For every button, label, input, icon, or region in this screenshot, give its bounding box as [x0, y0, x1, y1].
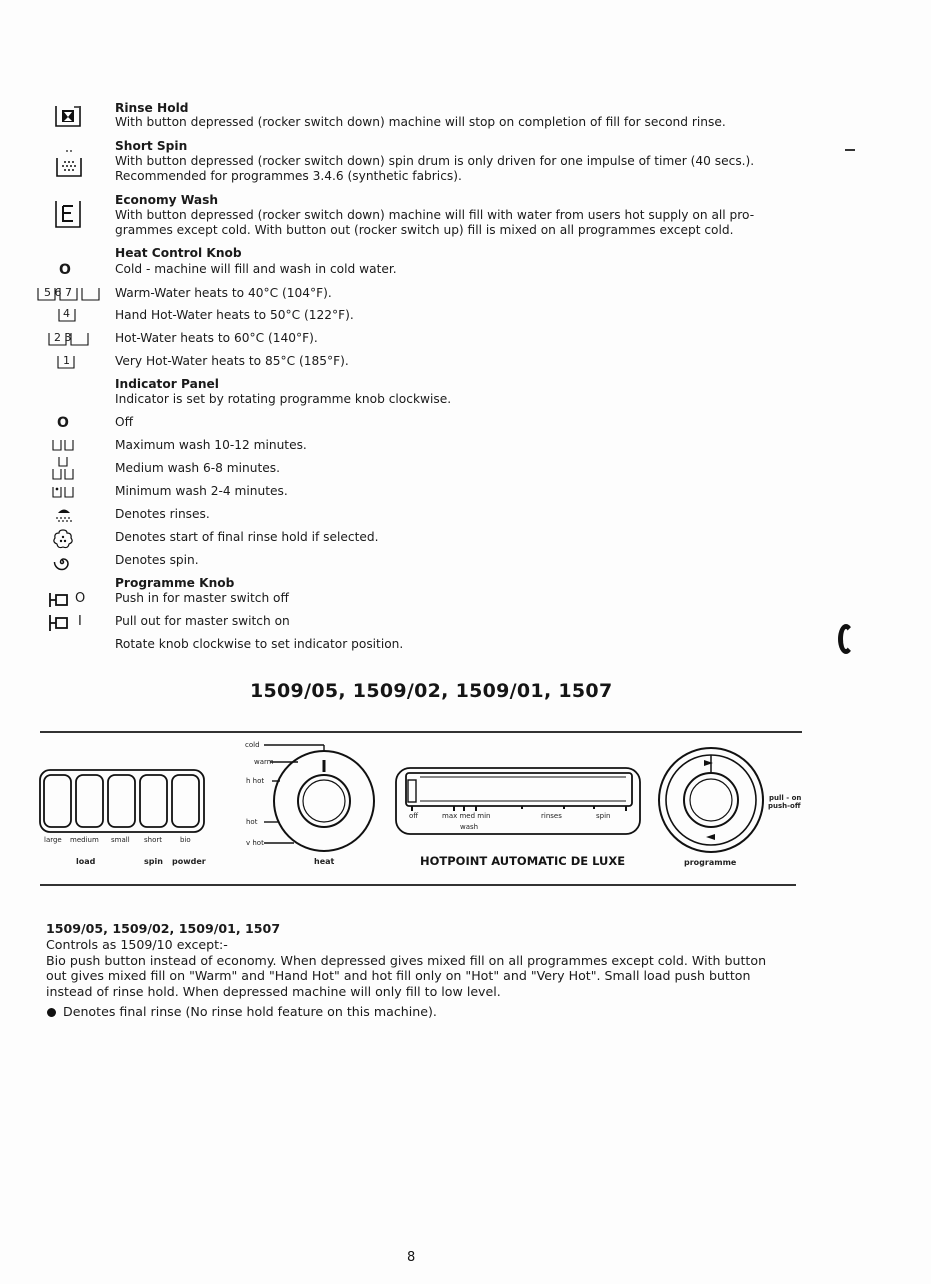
- rinse-hold-title: Rinse Hold: [115, 101, 189, 115]
- brand-label: HOTPOINT AUTOMATIC DE LUXE: [420, 854, 626, 868]
- heat-control-title: Heat Control Knob: [115, 246, 242, 260]
- button-medium-label: medium: [70, 836, 99, 844]
- economy-wash-title: Economy Wash: [115, 193, 219, 207]
- minimum-wash-icon: [51, 485, 77, 499]
- on-symbol: I: [78, 614, 82, 629]
- bullet-dot-icon: [47, 1008, 56, 1017]
- binder-mark: [838, 624, 854, 654]
- indicator-max-text: Maximum wash 10-12 minutes.: [115, 438, 307, 452]
- indicator-mark-off: off: [409, 812, 419, 820]
- economy-wash-desc-1: With button depressed (rocker switch down) machine will fill with water from users hot supply on all pro-: [115, 208, 755, 222]
- programme-rotate-text: Rotate knob clockwise to set indicator position.: [115, 637, 404, 651]
- load-label: load: [76, 857, 96, 866]
- heat-scale-vhot: v hot: [246, 839, 264, 847]
- economy-wash-desc-2: grammes except cold. With button out (rocker switch up) fill is mixed on all programmes except cold.: [115, 223, 734, 237]
- heat-warm-text: Warm-Water heats to 40°C (104°F).: [115, 286, 332, 300]
- warm-567-digits: 5 6 7: [44, 286, 72, 299]
- indicator-mark-spin: spin: [596, 812, 611, 820]
- indicator-window: [394, 766, 642, 836]
- heat-cold-text: Cold - machine will fill and wash in cold water.: [115, 262, 397, 276]
- heat-hand-hot-text: Hand Hot-Water heats to 50°C (122°F).: [115, 308, 354, 322]
- indicator-rinse-text: Denotes rinses.: [115, 507, 210, 521]
- short-spin-desc-1: With button depressed (rocker switch down) spin drum is only driven for one impulse of timer (40 secs.).: [115, 154, 755, 168]
- indicator-rinse-hold-text: Denotes start of final rinse hold if selected.: [115, 530, 379, 544]
- notes-line-4: instead of rinse hold. When depressed machine will only fill to low level.: [46, 984, 501, 999]
- notes-line-2: Bio push button instead of economy. When depressed gives mixed fill on all programmes except cold. With button: [46, 953, 767, 968]
- programme-pull-text: Pull out for master switch on: [115, 614, 290, 628]
- short-spin-title: Short Spin: [115, 139, 188, 153]
- rinse-hold-icon: [54, 104, 82, 128]
- short-spin-desc-2: Recommended for programmes 3.4.6 (synthetic fabrics).: [115, 169, 462, 183]
- heat-scale-hhot: h hot: [246, 777, 265, 785]
- off-circle-icon: O: [57, 415, 69, 431]
- heat-very-hot-text: Very Hot-Water heats to 85°C (185°F).: [115, 354, 349, 368]
- margin-mark: [845, 149, 855, 151]
- programme-knob: [655, 744, 767, 856]
- rinse-hold-start-icon: [51, 528, 75, 550]
- rinse-icon: [52, 505, 76, 523]
- very-hot-digit: 1: [63, 354, 70, 367]
- indicator-panel-intro: Indicator is set by rotating programme knob clockwise.: [115, 392, 452, 406]
- button-short-label: short: [144, 836, 162, 844]
- master-switch-on-icon: [48, 613, 70, 633]
- notes-heading: 1509/05, 1509/02, 1509/01, 1507: [46, 921, 281, 936]
- spin-icon: [53, 553, 71, 571]
- button-bio-label: bio: [180, 836, 191, 844]
- rinse-hold-desc: With button depressed (rocker switch down) machine will stop on completion of fill for second rinse.: [115, 115, 726, 129]
- button-large-label: large: [44, 836, 62, 844]
- notes-line-3: out gives mixed fill on "Warm" and "Hand Hot" and hot fill only on "Hot" and "Very Hot". Small load push button: [46, 968, 751, 983]
- model-title: 1509/05, 1509/02, 1509/01, 1507: [250, 680, 613, 702]
- pull-on-label: pull - on: [769, 794, 802, 802]
- short-spin-icon: [55, 148, 83, 180]
- hot-digits: 2 3: [54, 331, 72, 344]
- indicator-off-text: Off: [115, 415, 133, 429]
- hand-hot-digit: 4: [63, 307, 70, 320]
- spin-label: spin: [144, 857, 163, 866]
- heat-knob-label: heat: [314, 857, 335, 866]
- off-symbol: O: [75, 591, 86, 606]
- page-number: 8: [407, 1250, 416, 1265]
- indicator-spin-text: Denotes spin.: [115, 553, 199, 567]
- panel-bottom-line: [40, 884, 796, 886]
- panel-top-line: [40, 731, 802, 733]
- master-switch-off-icon: [48, 591, 70, 609]
- heat-scale-hot: hot: [246, 818, 258, 826]
- heat-scale-warm: warm: [254, 758, 274, 766]
- button-small-label: small: [111, 836, 130, 844]
- indicator-medium-text: Medium wash 6-8 minutes.: [115, 461, 280, 475]
- heat-hot-text: Hot-Water heats to 60°C (140°F).: [115, 331, 318, 345]
- indicator-min-text: Minimum wash 2-4 minutes.: [115, 484, 288, 498]
- powder-label: powder: [172, 857, 206, 866]
- indicator-mark-rinses: rinses: [541, 812, 562, 820]
- programme-push-text: Push in for master switch off: [115, 591, 289, 605]
- indicator-panel-title: Indicator Panel: [115, 377, 219, 391]
- heat-scale-cold: cold: [245, 741, 260, 749]
- economy-wash-icon: [54, 199, 82, 229]
- programme-knob-label: programme: [684, 858, 737, 867]
- push-button-bank: [38, 768, 206, 834]
- max-wash-icon: [51, 438, 77, 452]
- indicator-mark-wash: wash: [460, 823, 479, 831]
- notes-line-1: Controls as 1509/10 except:-: [46, 937, 228, 952]
- programme-knob-title: Programme Knob: [115, 576, 235, 590]
- indicator-mark-max-med-min: max med min: [442, 812, 491, 820]
- notes-bullet-text: Denotes final rinse (No rinse hold feature on this machine).: [63, 1004, 437, 1019]
- push-off-label: push-off: [768, 802, 801, 810]
- cold-circle-icon: O: [59, 262, 71, 278]
- medium-wash-icon: [51, 455, 77, 481]
